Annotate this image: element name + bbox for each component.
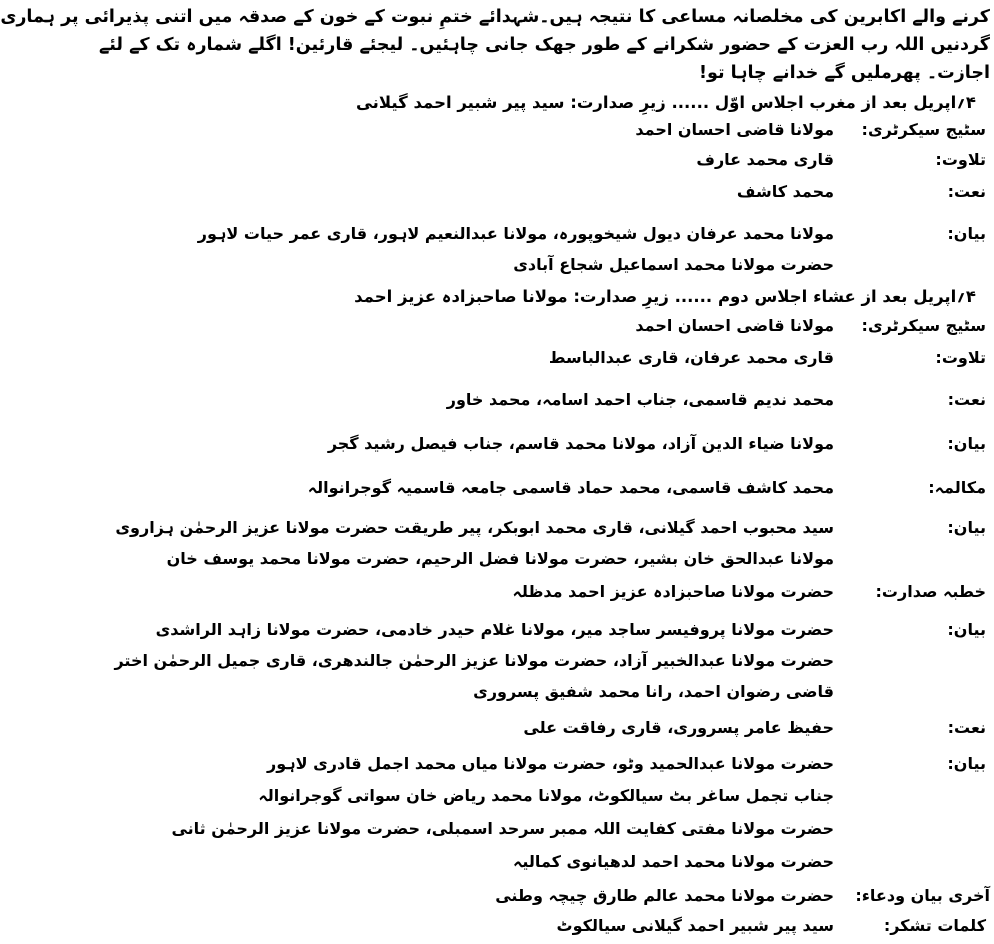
entry-value: محمد ندیم قاسمی، جناب احمد اسامہ، محمد خاور: [446, 390, 834, 409]
intro-line-2: گردنیں اللہ رب العزت کے حضور شکرانے کے طور جھک جانی چاہئیں۔ لیجئے قارئین! اگلے شمارہ تک کے لئے: [99, 35, 990, 55]
entry-value: حضرت مولانا پروفیسر ساجد میر، مولانا غلام حیدر خادمی، حضرت مولانا زاہد الراشدی: [155, 620, 834, 639]
entry-value: محمد کاشف: [736, 182, 834, 201]
entry-value: قاری محمد عارف: [696, 150, 834, 169]
session-2-bayan-4-line-2: جناب تجمل ساغر بٹ سیالکوٹ، مولانا محمد ریاض خان سواتی گوجرانوالہ: [258, 786, 834, 805]
session-2-tilawat: [408, 344, 994, 372]
entry-value: حضرت مولانا عبدالحمید وٹو، حضرت مولانا میاں محمد اجمل قادری لاہور: [266, 754, 834, 773]
session-1-stage-secretary: [408, 116, 994, 144]
entry-label: آخری بیان ودعاء:: [855, 886, 990, 905]
session-1-tilawat: [408, 146, 994, 174]
entry-label: خطبہ صدارت:: [875, 582, 986, 601]
entry-value: مولانا ضیاء الدین آزاد، مولانا محمد قاسم، جناب فیصل رشید گجر: [327, 434, 834, 453]
session-2-naat-2: [408, 714, 994, 742]
entry-label: بیان:: [947, 518, 986, 537]
session-2-bayan-3-line-2: حضرت مولانا عبدالخبیر آزاد، حضرت مولانا عزیز الرحمٰن جالندھری، قاری جمیل الرحمٰن اختر: [114, 651, 834, 670]
session-1-bayan: [197, 220, 994, 248]
entry-value: مولانا قاضی احسان احمد: [635, 120, 834, 139]
entry-label: کلمات تشکر:: [883, 916, 986, 935]
session-2-mukalima: [307, 474, 994, 502]
session-1-bayan-continued: حضرت مولانا محمد اسماعیل شجاع آبادی: [513, 255, 834, 274]
entry-label: مکالمہ:: [928, 478, 986, 497]
session-2-bayan-4: [266, 750, 994, 778]
entry-value: حضرت مولانا محمد عالم طارق چیچہ وطنی: [495, 886, 834, 905]
entry-value: حفیظ عامر پسروری، قاری رفاقت علی: [523, 718, 834, 737]
entry-label: بیان:: [947, 754, 986, 773]
entry-label: بیان:: [947, 224, 986, 243]
entry-value: مولانا قاضی احسان احمد: [635, 316, 834, 335]
entry-value: محمد کاشف قاسمی، محمد حماد قاسمی جامعہ قاسمیہ گوجرانوالہ: [307, 478, 834, 497]
entry-label: سٹیج سیکرٹری:: [861, 120, 986, 139]
entry-value: حضرت مولانا صاحبزادہ عزیز احمد مدظلہ: [512, 582, 834, 601]
entry-label: بیان:: [947, 620, 986, 639]
entry-label: سٹیج سیکرٹری:: [861, 316, 986, 335]
session-2-bayan-4-line-3: حضرت مولانا مفتی کفایت اللہ ممبر سرحد اسمبلی، حضرت مولانا عزیز الرحمٰن ثانی: [171, 819, 834, 838]
session-2-bayan-1: [327, 430, 994, 458]
entry-value: مولانا محمد عرفان دیول شیخوپورہ، مولانا عبدالنعیم لاہور، قاری عمر حیات لاہور: [197, 224, 834, 243]
session-2-naat: [408, 386, 994, 414]
session-2-khutba-sadarat: [408, 578, 994, 606]
entry-value: سید پیر شبیر احمد گیلانی سیالکوٹ: [556, 916, 834, 935]
session-1-title: ۴؍اپریل بعد از مغرب اجلاس اوّل ...... زیرِ صدارت: سید پیر شبیر احمد گیلانی: [355, 93, 976, 112]
intro-line-1: کرنے والے اکابرین کی مخلصانہ مساعی کا نتیجہ ہیں۔شہدائے ختمِ نبوت کے خون کے صدقہ میں اتنی پذیرائی پر ہماری: [0, 7, 990, 27]
entry-value: قاری محمد عرفان، قاری عبدالباسط: [548, 348, 834, 367]
session-2-stage-secretary: [408, 312, 994, 340]
entry-label: بیان:: [947, 434, 986, 453]
entry-label: تلاوت:: [935, 150, 986, 169]
session-1-naat: [408, 178, 994, 206]
entry-label: نعت:: [947, 182, 986, 201]
session-2-bayan-4-line-4: حضرت مولانا محمد احمد لدھیانوی کمالیہ: [513, 852, 834, 871]
session-2-title: ۴؍اپریل بعد از عشاء اجلاس دوم ...... زیرِ صدارت: مولانا صاحبزادہ عزیز احمد: [354, 287, 976, 306]
entry-label: نعت:: [947, 390, 986, 409]
entry-label: تلاوت:: [935, 348, 986, 367]
session-2-bayan-3: [155, 616, 994, 644]
session-2-final-bayan: [408, 882, 994, 910]
session-2-bayan-3-line-3: قاضی رضوان احمد، رانا محمد شفیق پسروری: [473, 682, 834, 701]
session-2-bayan-2-continued: مولانا عبدالحق خان بشیر، حضرت مولانا فضل الرحیم، حضرت مولانا محمد یوسف خان: [166, 549, 834, 568]
session-2-bayan-2: [115, 514, 994, 542]
entry-value: سید محبوب احمد گیلانی، قاری محمد ابوبکر، پیر طریقت حضرت مولانا عزیز الرحمٰن ہزاروی: [115, 518, 834, 537]
intro-line-3: اجازت۔ پھرملیں گے خدانے چاہا تو!: [699, 63, 990, 83]
session-2-kalimat-tashakkur: [408, 912, 994, 940]
entry-label: نعت:: [947, 718, 986, 737]
